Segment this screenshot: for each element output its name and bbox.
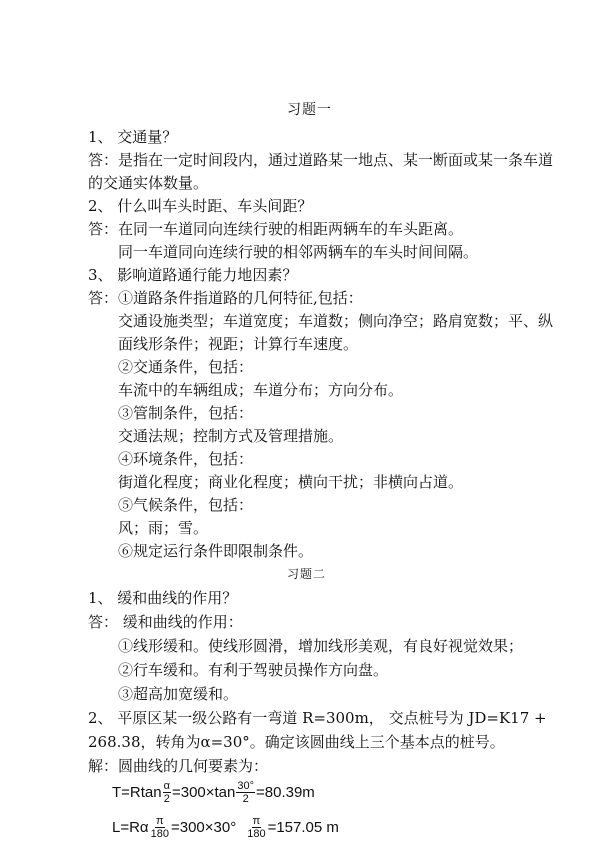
formula-2-fraction-pi-1: [150, 815, 170, 840]
answer-3-line-10: ⑤气候条件，包括：: [118, 496, 254, 514]
answer-3-line-11: 风；雨；雪。: [118, 519, 209, 537]
formula-1-frac2-denominator: 2: [242, 793, 249, 805]
formula-2-lhs: L=Rα: [112, 819, 149, 836]
formula-2-rhs: =157.05 m: [267, 819, 339, 836]
answer-1-line-2: 的交通实体数量。: [88, 174, 209, 192]
formula-1-frac1-numerator: α: [163, 780, 170, 792]
question-1: 1、 交通量？: [88, 128, 178, 146]
answer-4-line-3: ②行车缓和。有利于驾驶员操作方向盘。: [118, 661, 389, 679]
formula-2-frac2-denominator: 180: [247, 828, 266, 840]
answer-3-line-4: ②交通条件，包括：: [118, 358, 254, 376]
answer-3-line-5: 车流中的车辆组成；车道分布；方向分布。: [118, 381, 404, 399]
answer-4-line-1: 答： 缓和曲线的作用：: [88, 613, 243, 631]
answer-3-line-3: 面线形条件；视距；计算行车速度。: [118, 335, 359, 353]
formula-curve-length: [112, 815, 339, 840]
question-3: 3、 影响道路通行能力地因素？: [88, 266, 298, 284]
solution-5-line-1: 解：圆曲线的几何要素为：: [88, 757, 269, 775]
formula-1-mid: =300×tan: [171, 784, 236, 801]
answer-2-line-2: 同一车道同向连续行驶的相邻两辆车的车头时间间隔。: [118, 243, 479, 261]
formula-2-frac1-numerator: π: [155, 815, 164, 827]
formula-1-frac2-numerator: 30°: [237, 780, 255, 792]
formula-2-mid: =300×30°: [170, 819, 237, 836]
answer-4-line-4: ③超高加宽缓和。: [118, 685, 239, 703]
formula-1-fraction-alpha: [163, 780, 171, 805]
answer-3-line-2: 交通设施类型；车道宽度；车道数；侧向净空；路肩宽数；平、纵: [118, 312, 554, 330]
answer-3-line-1: 答：①道路条件指道路的几何特征,包括：: [88, 289, 363, 307]
answer-4-line-2: ①线形缓和。使线形圆滑，增加线形美观，有良好视觉效果；: [118, 637, 524, 655]
answer-3-line-8: ④环境条件，包括：: [118, 450, 254, 468]
formula-1-frac1-denominator: 2: [163, 793, 170, 805]
formula-tangent-length: [112, 780, 315, 805]
formula-2-frac1-denominator: 180: [150, 828, 169, 840]
title-exercise-1: 习题一: [287, 102, 332, 118]
answer-3-line-7: 交通法规；控制方式及管理措施。: [118, 427, 344, 445]
question-5-line-2: 268.38，转角为α=30°。确定该圆曲线上三个基本点的桩号。: [88, 733, 505, 751]
question-4: 1、 缓和曲线的作用？: [88, 589, 238, 607]
answer-2-line-1: 答：在同一车道同向连续行驶的相距两辆车的车头距离。: [88, 220, 464, 238]
answer-3-line-9: 街道化程度；商业化程度；横向干扰；非横向占道。: [118, 473, 464, 491]
formula-2-frac2-numerator: π: [252, 815, 261, 827]
answer-1-line-1: 答：是指在一定时间段内，通过道路某一地点、某一断面或某一条车道: [88, 151, 554, 169]
question-2: 2、 什么叫车头时距、车头间距？: [88, 197, 313, 215]
formula-1-rhs: =80.39m: [256, 784, 315, 801]
answer-3-line-12: ⑥规定运行条件即限制条件。: [118, 542, 314, 560]
title-exercise-2: 习题二: [287, 567, 327, 581]
answer-3-line-6: ③管制条件，包括：: [118, 404, 254, 422]
formula-2-fraction-pi-2: [246, 815, 266, 840]
question-5-line-1: 2、 平原区某一级公路有一弯道 R=300m， 交点桩号为 JD=K17 +: [88, 709, 547, 727]
formula-1-lhs: T=Rtan: [112, 784, 162, 801]
formula-1-fraction-angle: [236, 780, 255, 805]
